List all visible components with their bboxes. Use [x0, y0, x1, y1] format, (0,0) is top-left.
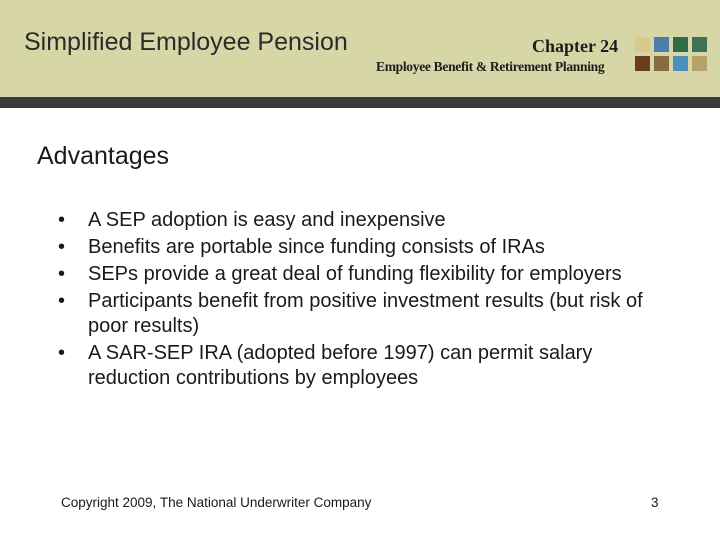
- bullet-icon: •: [58, 290, 66, 312]
- list-item: [56, 262, 656, 287]
- chapter-label: Chapter 24: [532, 36, 619, 56]
- book-title: Employee Benefit & Retirement Planning: [376, 59, 605, 74]
- list-item: [56, 289, 656, 339]
- decor-square-icon: [635, 56, 650, 71]
- page-number: 3: [651, 495, 659, 510]
- decor-square-icon: [654, 56, 669, 71]
- list-item: [56, 341, 656, 391]
- bullet-icon: •: [58, 342, 66, 364]
- bullet-icon: •: [58, 263, 66, 285]
- decor-square-icon: [635, 37, 650, 52]
- bullet-text: A SEP adoption is easy and inexpensive: [88, 209, 446, 231]
- section-heading: Advantages: [37, 142, 170, 170]
- slide-title: Simplified Employee Pension: [24, 28, 348, 56]
- bullet-icon: •: [58, 236, 66, 258]
- decor-square-icon: [673, 37, 688, 52]
- header-divider-bar: [0, 97, 720, 108]
- list-item: [56, 208, 656, 233]
- bullet-list: [56, 208, 656, 393]
- bullet-text: A SAR-SEP IRA (adopted before 1997) can permit salary reduction contributions by employees: [88, 342, 593, 389]
- decor-square-icon: [673, 56, 688, 71]
- list-item: [56, 235, 656, 260]
- decor-square-icon: [692, 37, 707, 52]
- bullet-text: Participants benefit from positive investment results (but risk of poor results): [88, 290, 643, 337]
- bullet-text: SEPs provide a great deal of funding flexibility for employers: [88, 263, 622, 285]
- decor-square-icon: [654, 37, 669, 52]
- footer-copyright: Copyright 2009, The National Underwriter Company: [61, 495, 372, 510]
- bullet-text: Benefits are portable since funding consists of IRAs: [88, 236, 545, 258]
- decor-square-icon: [692, 56, 707, 71]
- bullet-icon: •: [58, 209, 66, 231]
